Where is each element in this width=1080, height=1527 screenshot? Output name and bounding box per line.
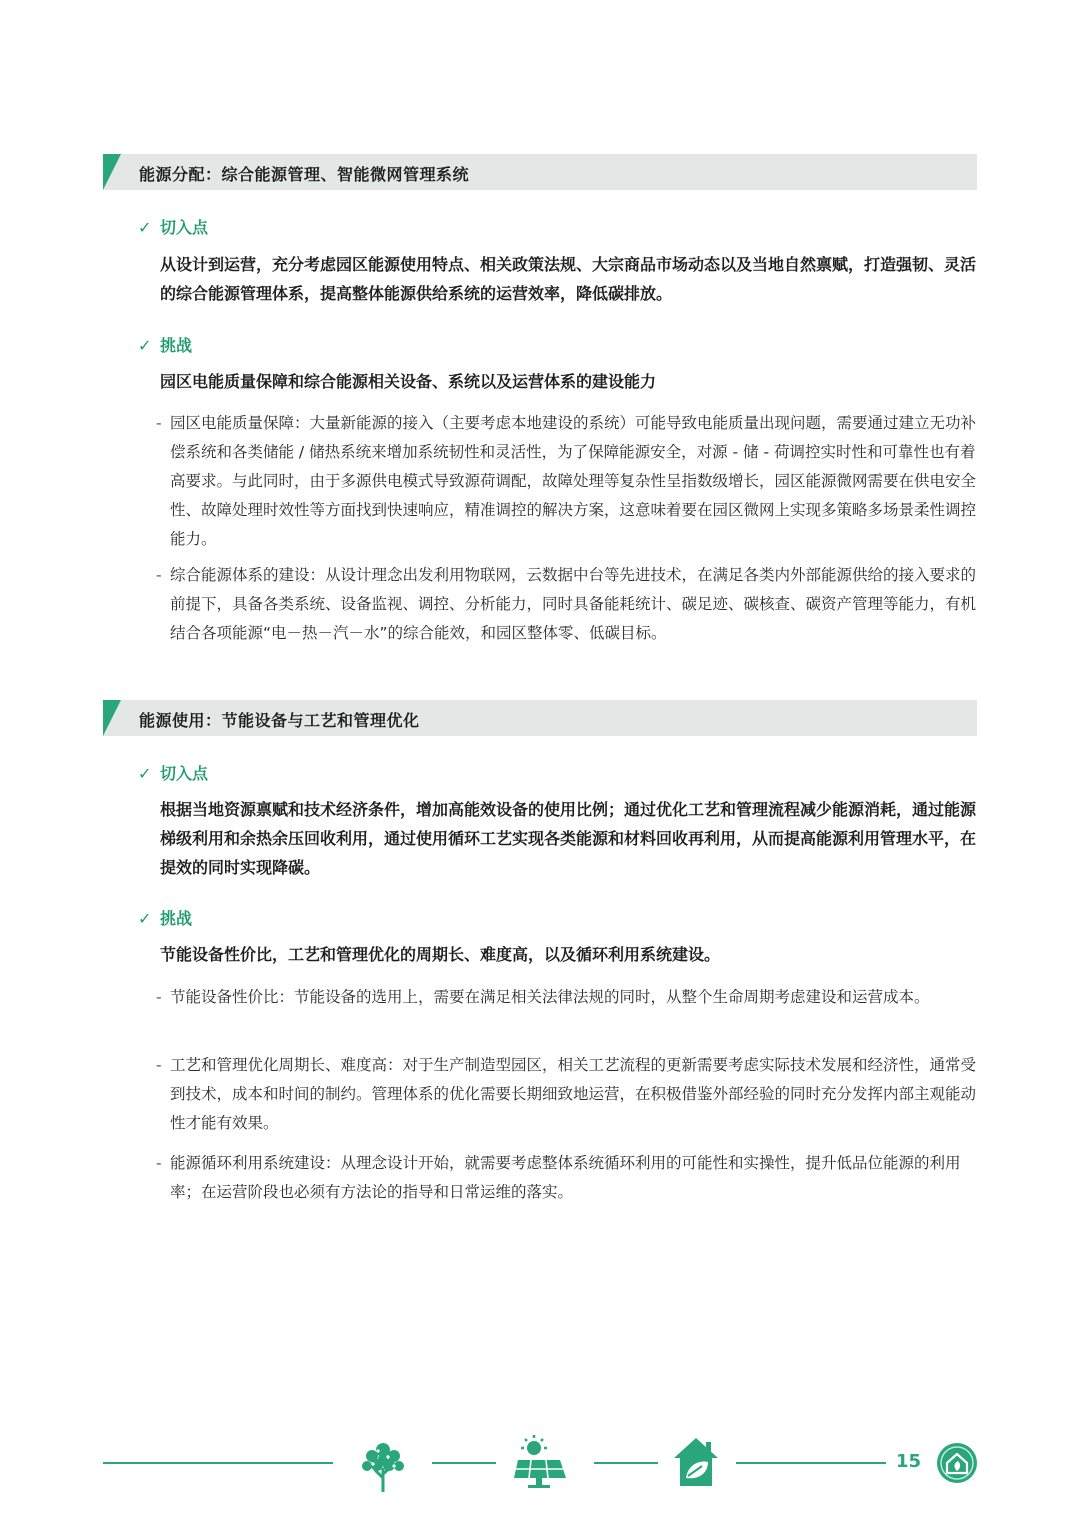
challenge-item <box>156 1051 980 1138</box>
section-accent <box>103 700 121 736</box>
check-icon: ✓ <box>138 764 152 783</box>
entry-point-heading <box>138 215 208 238</box>
bullet-dash: - <box>156 1056 162 1074</box>
challenge-item <box>156 561 980 648</box>
section-title: 能源分配：综合能源管理、智能微网管理系统 <box>139 165 470 184</box>
challenge-heading <box>138 333 192 356</box>
entry-point-text: 从设计到运营，充分考虑园区能源使用特点、相关政策法规、大宗商品市场动态以及当地自然禀赋，打造强韧、灵活的综合能源管理体系，提高整体能源供给系统的运营效率，降低碳排放。 <box>160 255 977 303</box>
bullet-dash: - <box>156 566 162 584</box>
challenge-summary: 节能设备性价比，工艺和管理优化的周期长、难度高，以及循环利用系统建设。 <box>160 945 721 964</box>
bullet-dash: - <box>156 1154 162 1172</box>
page-number: 15 <box>896 1451 922 1472</box>
tree-icon <box>356 1436 410 1498</box>
check-icon: ✓ <box>138 336 152 355</box>
section-header-energy-use <box>103 700 977 736</box>
check-icon: ✓ <box>138 218 152 237</box>
challenge-summary: 园区电能质量保障和综合能源相关设备、系统以及运营体系的建设能力 <box>160 372 657 391</box>
challenge-item <box>156 983 980 1012</box>
section-accent <box>103 154 121 190</box>
footer-rule <box>103 1462 333 1464</box>
challenge-item-text: 能源循环利用系统建设：从理念设计开始，就需要考虑整体系统循环利用的可能性和实操性，提升低品位能源的利用率；在运营阶段也必须有方法论的指导和日常运维的落实。 <box>170 1154 961 1201</box>
bullet-dash: - <box>156 414 162 432</box>
section-header-energy-distribution <box>103 154 977 190</box>
home-circle-icon <box>936 1442 978 1488</box>
challenge-label: 挑战 <box>160 909 193 928</box>
bullet-dash: - <box>156 988 162 1006</box>
challenge-item <box>156 1149 980 1207</box>
check-icon: ✓ <box>138 909 152 928</box>
footer-rule <box>432 1462 496 1464</box>
footer-rule <box>736 1462 886 1464</box>
challenge-item-text: 园区电能质量保障：大量新能源的接入（主要考虑本地建设的系统）可能导致电能质量出现问题，需要通过建立无功补偿系统和各类储能 / 储热系统来增加系统韧性和灵活性，为了保障能源安全，对源 - 储 - 荷调控实时性和可靠性也有着高要求。与此同时，由于多源供电模式导致源荷调配，故障处理等复杂性呈指数级增长，园区能源微网需要在供电安全性、故障处理时效性等方面找到快速响应，精准调控的解决方案，这意味着要在园区微网上实现多策略多场景柔性调控能力。 <box>170 414 977 548</box>
challenge-item-text: 工艺和管理优化周期长、难度高：对于生产制造型园区，相关工艺流程的更新需要考虑实际技术发展和经济性，通常受到技术，成本和时间的制约。管理体系的优化需要长期细致地运营，在积极借鉴外部经验的同时充分发挥内部主观能动性才能有效果。 <box>170 1056 977 1132</box>
challenge-heading <box>138 906 192 929</box>
entry-point-heading <box>138 761 208 784</box>
house-leaf-icon <box>672 1436 720 1492</box>
challenge-item <box>156 409 980 554</box>
challenge-item-text: 节能设备性价比：节能设备的选用上，需要在满足相关法律法规的同时，从整个生命周期考虑建设和运营成本。 <box>170 988 930 1006</box>
challenge-label: 挑战 <box>160 336 193 355</box>
footer-rule <box>594 1462 658 1464</box>
solar-panel-icon <box>512 1434 568 1494</box>
entry-point-text: 根据当地资源禀赋和技术经济条件，增加高能效设备的使用比例；通过优化工艺和管理流程减少能源消耗，通过能源梯级利用和余热余压回收利用，通过使用循环工艺实现各类能源和材料回收再利用，从而提高能源利用管理水平，在提效的同时实现降碳。 <box>160 800 977 877</box>
entry-point-label: 切入点 <box>160 764 209 783</box>
section-title: 能源使用：节能设备与工艺和管理优化 <box>139 711 420 730</box>
challenge-item-text: 综合能源体系的建设：从设计理念出发利用物联网，云数据中台等先进技术，在满足各类内外部能源供给的接入要求的前提下，具备各类系统、设备监视、调控、分析能力，同时具备能耗统计、碳足迹、碳核查、碳资产管理等能力，有机结合各项能源“电－热－汽－水”的综合能效，和园区整体零、低碳目标。 <box>170 566 977 642</box>
entry-point-label: 切入点 <box>160 218 209 237</box>
